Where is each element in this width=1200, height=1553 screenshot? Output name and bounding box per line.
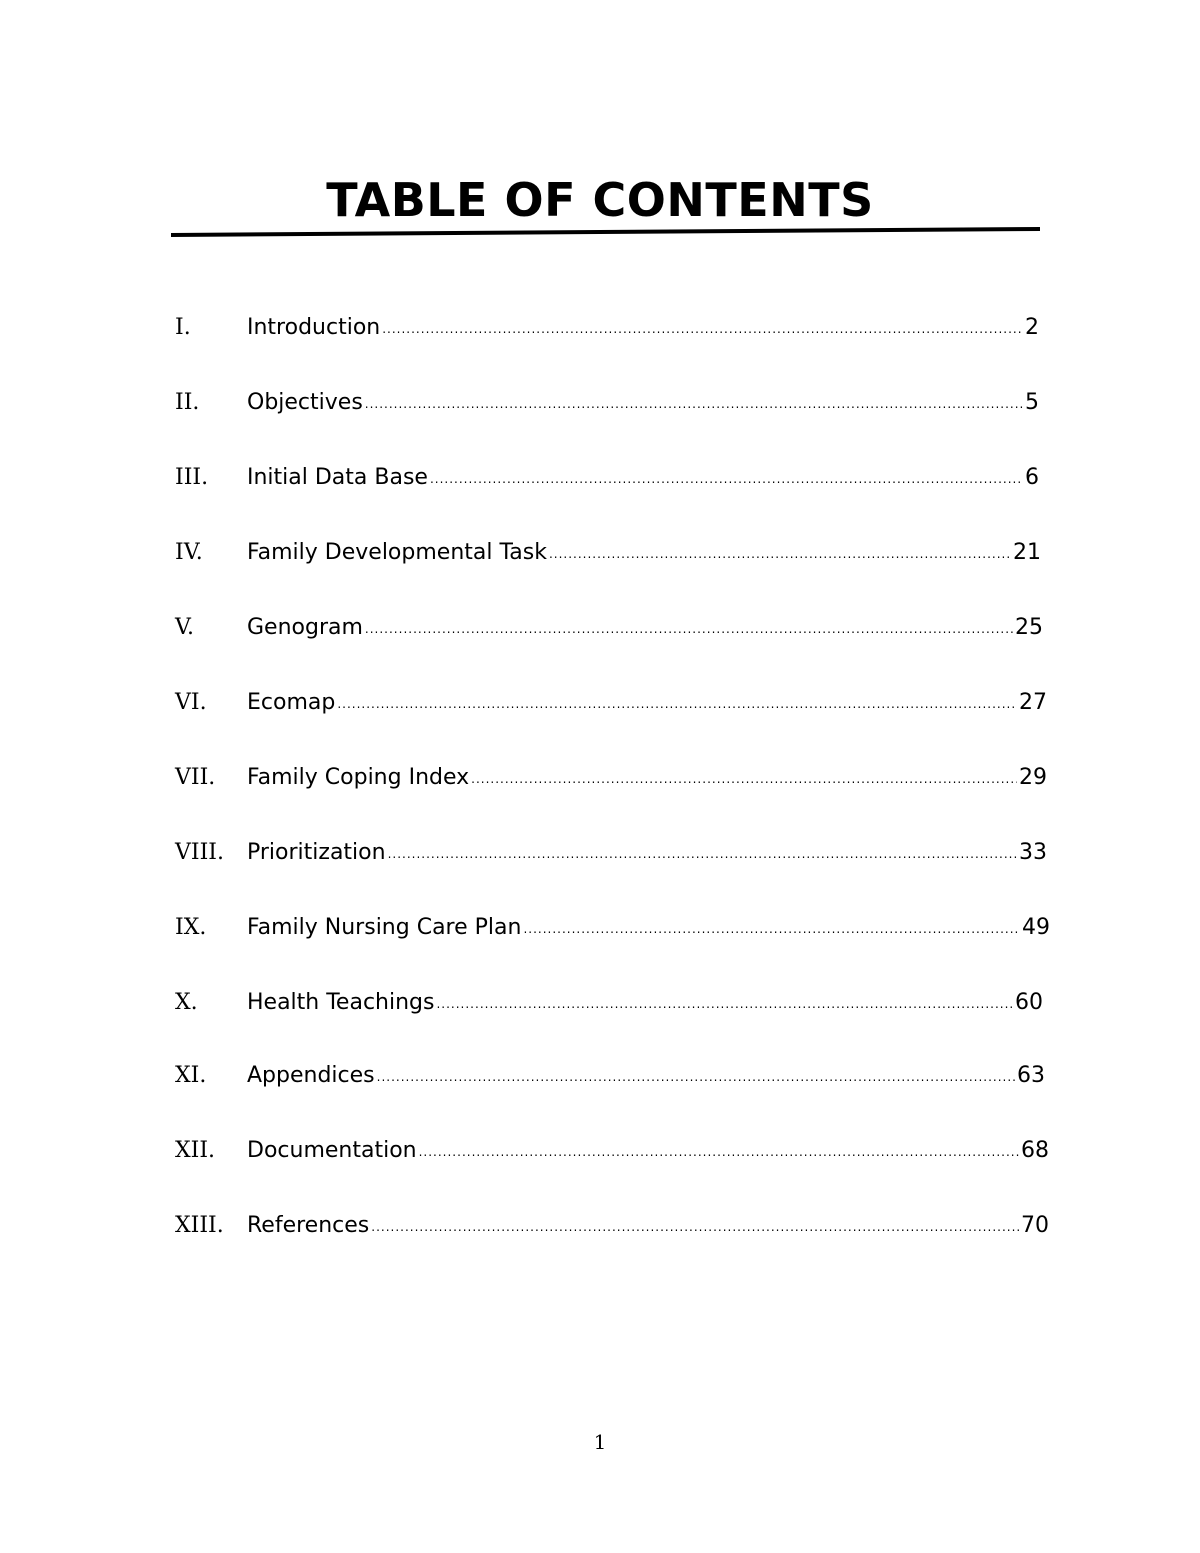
toc-title: Appendices: [247, 1063, 375, 1088]
toc-numeral: II.: [175, 390, 200, 415]
toc-page-number: 2: [1025, 315, 1039, 340]
toc-page-number: 6: [1025, 465, 1039, 490]
page-title: TABLE OF CONTENTS: [326, 173, 874, 227]
toc-numeral: III.: [175, 465, 209, 490]
toc-numeral: I.: [175, 315, 191, 340]
toc-entry-genogram[interactable]: [175, 608, 1043, 648]
toc-page-number: 60: [1015, 990, 1043, 1015]
toc-page-number: 21: [1013, 540, 1041, 565]
toc-numeral: VII.: [175, 765, 216, 790]
toc-title: Family Nursing Care Plan: [247, 915, 522, 940]
dot-leader: [371, 1207, 1019, 1247]
toc-numeral: IV.: [175, 540, 203, 565]
toc-page-number: 27: [1019, 690, 1047, 715]
toc-entry-family-developmental-task[interactable]: [175, 533, 1041, 573]
dot-leader: [382, 309, 1023, 349]
toc-page-number: 33: [1019, 840, 1047, 865]
toc-entry-initial-data-base[interactable]: [175, 458, 1039, 498]
toc-numeral: XII.: [175, 1138, 216, 1163]
toc-entry-objectives[interactable]: [175, 383, 1039, 423]
toc-entry-documentation[interactable]: [175, 1131, 1049, 1171]
toc-entry-prioritization[interactable]: [175, 833, 1047, 873]
dot-leader: [471, 759, 1017, 799]
toc-page-number: 63: [1017, 1063, 1045, 1088]
dot-leader: [377, 1057, 1015, 1097]
toc-numeral: VI.: [175, 690, 207, 715]
toc-title: Objectives: [247, 390, 363, 415]
toc-title: Initial Data Base: [247, 465, 428, 490]
toc-numeral: X.: [175, 990, 198, 1015]
toc-title: Ecomap: [247, 690, 336, 715]
toc-entry-ecomap[interactable]: [175, 683, 1047, 723]
dot-leader: [436, 984, 1013, 1024]
dot-leader: [365, 609, 1013, 649]
toc-title: Introduction: [247, 315, 381, 340]
toc-entry-introduction[interactable]: [175, 308, 1039, 348]
toc-title: References: [247, 1213, 370, 1238]
toc-numeral: V.: [175, 615, 195, 640]
toc-numeral: IX.: [175, 915, 207, 940]
dot-leader: [337, 684, 1017, 724]
dot-leader: [388, 834, 1017, 874]
toc-page-number: 5: [1025, 390, 1039, 415]
toc-entry-family-coping-index[interactable]: [175, 758, 1047, 798]
toc-page-number: 29: [1019, 765, 1047, 790]
toc-page-number: 68: [1021, 1138, 1049, 1163]
toc-entry-family-nursing-care-plan[interactable]: [175, 908, 1050, 948]
dot-leader: [365, 384, 1023, 424]
toc-title: Family Developmental Task: [247, 540, 547, 565]
page-number: 1: [593, 1430, 607, 1454]
toc-entry-health-teachings[interactable]: [175, 983, 1043, 1023]
toc-title: Prioritization: [247, 840, 386, 865]
toc-page-number: 25: [1015, 615, 1043, 640]
dot-leader: [419, 1132, 1019, 1172]
toc-page-number: 70: [1021, 1213, 1049, 1238]
toc-entry-references[interactable]: [175, 1206, 1049, 1246]
toc-numeral: XI.: [175, 1063, 207, 1088]
toc-entry-appendices[interactable]: [175, 1056, 1045, 1096]
toc-numeral: XIII.: [175, 1213, 224, 1238]
toc-title: Health Teachings: [247, 990, 435, 1015]
toc-page-number: 49: [1022, 915, 1050, 940]
toc-numeral: VIII.: [175, 840, 224, 865]
dot-leader: [549, 534, 1011, 574]
dot-leader: [430, 459, 1023, 499]
toc-title: Genogram: [247, 615, 363, 640]
toc-title: Family Coping Index: [247, 765, 470, 790]
dot-leader: [523, 909, 1020, 949]
toc-title: Documentation: [247, 1138, 417, 1163]
